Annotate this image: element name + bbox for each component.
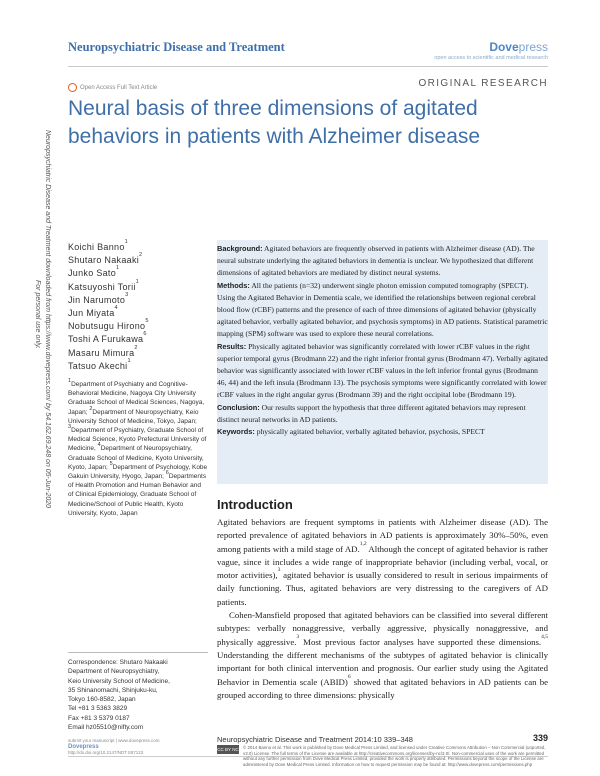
introduction-paragraph-2: Cohen-Mansfield proposed that agitated behaviors can be classified into several different subtypes: verbally nonaggressive, verbally aggressive, physically nonaggressive, and physically aggressive.$^3$ Most previous factor analyses have supported these dimensions.$^{4,5}$ Understanding the different mechanisms of the subtypes of agitated behavior is clinically important for both clinical intervention and prognosis. Our earlier study using the Agitated Behavior in Dementia scale (ABID)$^6$ showed that agitated behaviors in AD patients can be grouped according to three dimensions: physically — [217, 610, 548, 700]
publisher-name-light: press — [518, 40, 548, 54]
affiliation-text: Departments of Health Promotion and Human Behavior and of Clinical Epidemiology, Graduate School of Medicine/School of Public Health, Kyoto University, Kyoto, Japan — [68, 473, 207, 517]
abstract-conclusion: Conclusion: Our results support the hypothesis that three different agitated behaviors may represent distinct neural networks in AD patients. — [217, 402, 526, 424]
affiliation-number: 2 — [89, 405, 93, 412]
author-name: Masaru Mimura$^2$ — [68, 344, 138, 358]
citation[interactable]: 6 — [347, 673, 351, 680]
author-name: Shutaro Nakaaki$^2$ — [68, 252, 143, 266]
correspondence — [68, 658, 208, 732]
download-notice-text — [32, 130, 52, 508]
affiliation-number: 6 — [165, 470, 169, 477]
correspondence-line: Tokyo 160-8582, Japan — [68, 696, 136, 704]
cc-license-icon[interactable]: CC BY NC — [217, 747, 239, 752]
correspondence-email[interactable]: Email hz05510@nifty.com — [68, 724, 144, 732]
license-text: © 2014 Banno et al. This work is published by Dove Medical Press Limited, and licensed under Creative Commons Attribution – Non Commercial (unported, v3.0) License. The full terms of the License are available at http://creativecommons.org/licenses/by-nc/3.0/. Non-commercial uses of the work are permitted without any further permission from Dove Medical Press Limited, provided the work is properly attributed. Permissions beyond the scope of the License are administered by Dove Medical Press Limited. Information on how to request permission may be found at: http://www.dovepress.com/permissions.php — [243, 745, 546, 767]
footer-doi[interactable]: http://dx.doi.org/10.2147/NDT.S57122 — [68, 750, 144, 755]
publisher-logo[interactable] — [434, 40, 548, 61]
license-notice — [217, 745, 548, 767]
affiliation-text: Department of Psychiatry and Cognitive-Behavioral Medicine, Nagoya City University Graduate School of Medical Sciences, Nagoya, Japan; — [68, 381, 205, 416]
affiliation-text: Department of Psychology, Kobe Gakuin University, Hyogo, Japan; — [68, 463, 208, 481]
abstract-methods: Methods: All the patients (n=32) underwent single photon emission computed tomography (SPECT). Using the Agitated Behavior in Dementia scale, we identified the relationships between regional cerebral blood flow (rCBF) patterns and the presence of each of three dimensions of agitated behavior (physically agitated behavior, verbally agitated behavior, and psychosis symptoms) in AD patients. Statistical parametric mapping (SPM) software was used to explore these neural correlations. — [217, 280, 548, 339]
journal-title[interactable]: Neuropsychiatric Disease and Treatment — [68, 40, 285, 54]
correspondence-line: Department of Neuropsychiatry, — [68, 668, 160, 676]
correspondence-line: Tel +81 3 5363 3829 — [68, 705, 128, 713]
publisher-name — [434, 40, 548, 54]
correspondence-line: Fax +81 3 5379 0187 — [68, 714, 130, 722]
footer-submit[interactable] — [68, 738, 208, 756]
footer-journal-ref: Neuropsychiatric Disease and Treatment 2014:10 339–348 — [217, 735, 413, 744]
author-name: Toshi A Furukawa$^6$ — [68, 331, 147, 345]
page-number: 339 — [532, 733, 548, 743]
author-name: Tatsuo Akechi$^1$ — [68, 357, 131, 371]
correspondence-line: Keio University School of Medicine, — [68, 677, 170, 685]
affiliations — [68, 380, 208, 518]
open-access-text: Open Access Full Text Article — [80, 84, 158, 91]
affiliation-number: 4 — [97, 442, 101, 449]
correspondence-line: Correspondence: Shutaro Nakaaki — [68, 659, 168, 666]
affiliation-number: 1 — [68, 378, 72, 384]
article-title: Neural basis of three dimensions of agitated behaviors in patients with Alzheimer disease — [68, 97, 481, 148]
citation[interactable]: 3 — [296, 633, 300, 640]
affiliation-text: Department of Neuropsychiatry, Keio University School of Medicine, Tokyo, Japan; — [68, 408, 199, 425]
correspondence-line: 35 Shinanomachi, Shinjuku-ku, — [68, 686, 158, 694]
correspondence-divider — [68, 652, 208, 653]
abstract-background: Background: Agitated behaviors are frequently observed in patients with Alzheimer disease (AD). The neural substrate underlying the agitated behaviors in dementia is unclear. We hypothesized that different dimensions of agitated behaviors are mediated by distinct neural systems. — [217, 244, 535, 278]
download-notice — [2, 130, 51, 610]
header-divider — [68, 66, 548, 67]
affiliation-number: 5 — [109, 460, 113, 467]
abstract-keywords: Keywords: physically agitated behavior, verbally agitated behavior, psychosis, SPECT — [217, 427, 485, 437]
author-name: Katsuyoshi Torii$^1$ — [68, 278, 140, 292]
footer-submit-link[interactable]: submit your manuscript | www.dovepress.com — [68, 738, 160, 743]
author-name: Jin Narumoto$^3$ — [68, 291, 129, 305]
download-notice-line1: Neuropsychiatric Disease and Treatment downloaded from https://www.dovepress.com/ by 54.162.69.248 on 05-Jun-2020 — [44, 130, 51, 509]
citation[interactable]: 1,2 — [359, 540, 367, 547]
open-access-label — [68, 83, 157, 92]
affiliation-text: Department of Neuropsychiatry, Graduate School of Medicine, Kyoto University, Kyoto, Japan; — [68, 445, 204, 471]
affiliation-text: Department of Psychiatry, Graduate School of Medical Science, Kyoto Prefectural University of Medicine, — [68, 427, 207, 453]
author-name: Junko Sato$^1$ — [68, 265, 120, 279]
publisher-name-bold: Dove — [489, 40, 519, 54]
publisher-tagline: open access to scientific and medical research — [434, 55, 548, 61]
author-name: Koichi Banno$^1$ — [68, 239, 128, 252]
abstract-box — [217, 240, 548, 484]
open-access-icon — [68, 83, 77, 92]
author-name: Nobutsugu Hirono$^5$ — [68, 318, 149, 332]
author-list — [68, 241, 208, 373]
article-type: ORIGINAL RESEARCH — [418, 78, 548, 89]
abstract-results: Results: Physically agitated behavior was significantly correlated with lower rCBF values in the right superior temporal gyrus (Brodmann 22) and the right inferior frontal gyrus (Brodmann 47). Verbally agitated behavior was significantly associated with lower rCBF values in the left inferior frontal gyrus (Brodmann 46, 44) and the left insula (Brodmann 13). The psychosis symptoms were significantly correlated with lower rCBF values in the right angular gyrus (Brodmann 39) and the right occipital lobe (Brodmann 19). — [217, 341, 548, 400]
download-notice-line2: For personal use only. — [34, 280, 41, 349]
affiliation-number: 3 — [68, 424, 72, 431]
citation[interactable]: 3 — [277, 567, 281, 574]
citation[interactable]: 4,5 — [541, 633, 548, 640]
author-name: Jun Miyata$^4$ — [68, 305, 118, 319]
introduction-paragraph-1: Agitated behaviors are frequent symptoms in patients with Alzheimer disease (AD). The reported prevalence of agitated behaviors in AD patients is approximately 30%–50%, even among patients with a mild stage of AD.$^{1,2}$ Although the concept of agitated behavior is rather vague, since it includes a wide range of inappropriate behavior (including verbal, vocal, or motor activities),$^3$ agitated behavior is usually considered to result in serious impairments of daily functioning. Thus, agitated behaviors are very distressing to the caregivers of AD patients. — [217, 517, 548, 607]
introduction-body — [217, 516, 548, 702]
footer-brand: Dovepress — [68, 744, 99, 750]
introduction-heading: Introduction — [217, 497, 293, 512]
